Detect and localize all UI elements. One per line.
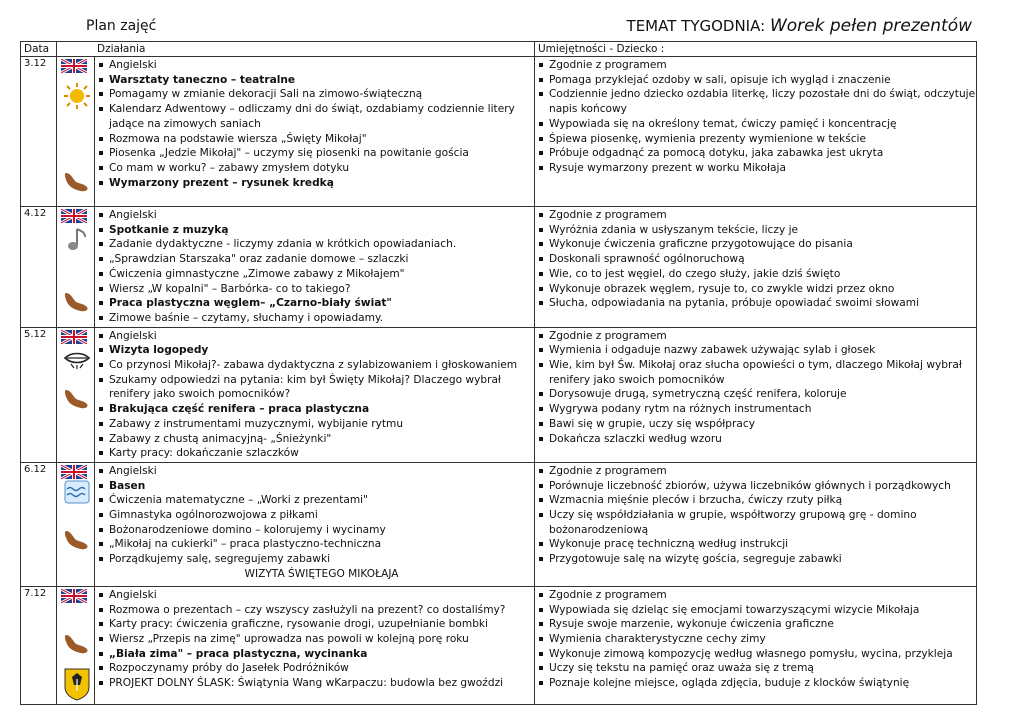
skill-item: Poznaje kolejne miejsce, ogląda zdjęcia, buduje z klocków świątynię — [549, 676, 976, 691]
table-header-row — [21, 42, 977, 57]
skill-item: Wykonuje pracę techniczną według instrukcji — [549, 537, 976, 552]
day-icons — [57, 207, 95, 328]
skill-item: Słucha, odpowiadania na pytania, próbuje opowiadać swoimi słowami — [549, 296, 976, 311]
skill-item: Dorysowuje drugą, symetryczną część renifera, koloruje — [549, 387, 976, 402]
hand-icon — [63, 167, 91, 193]
activity-item: Co mam w worku? – zabawy zmysłem dotyku — [109, 161, 534, 176]
coat-of-arms-icon — [63, 667, 91, 701]
activity-item: Ćwiczenia matematyczne – „Worki z prezentami" — [109, 493, 534, 508]
activities-cell — [95, 57, 535, 207]
hand-icon — [63, 384, 91, 410]
date-column-header: Data — [21, 42, 57, 57]
activity-item: „Sprawdzian Starszaka" oraz zadanie domowe – szlaczki — [109, 252, 534, 267]
activities-cell — [95, 327, 535, 462]
skill-item: Wypowiada się dzieląc się emocjami towarzyszącymi wizycie Mikołaja — [549, 603, 976, 618]
skills-cell — [535, 327, 977, 462]
day-row — [21, 327, 977, 462]
skills-cell — [535, 57, 977, 207]
skill-item: Dokańcza szlaczki według wzoru — [549, 432, 976, 447]
skill-item: Uczy się tekstu na pamięć oraz uważa się z tremą — [549, 661, 976, 676]
activity-item: Porządkujemy salę, segregujemy zabawki — [109, 552, 534, 567]
skill-item: Wyróżnia zdania w usłyszanym tekście, liczy je — [549, 223, 976, 238]
plan-title: Plan zajęć — [86, 18, 157, 34]
skills-column-header: Umiejętności - Dziecko : — [535, 42, 977, 57]
skills-cell — [535, 462, 977, 586]
day-icons — [57, 586, 95, 704]
skill-item: Zgodnie z programem — [549, 588, 976, 603]
uk-flag-icon — [61, 209, 87, 223]
activity-item: Karty pracy: dokańczanie szlaczków — [109, 446, 534, 461]
activity-item: Bożonarodzeniowe domino – kolorujemy i wycinamy — [109, 523, 534, 538]
activity-item: Angielski — [109, 588, 534, 603]
skill-item: Uczy się współdziałania w grupie, współtworzy grupową grę - domino bożonarodzeniową — [549, 508, 976, 537]
skill-item: Zgodnie z programem — [549, 208, 976, 223]
activities-cell — [95, 586, 535, 704]
activity-item: Rozmowa o prezentach – czy wszyscy zasłużyli na prezent? co dostaliśmy? — [109, 603, 534, 618]
activity-item: Angielski — [109, 208, 534, 223]
skill-item: Rysuje wymarzony prezent w worku Mikołaja — [549, 161, 976, 176]
skill-item: Doskonali sprawność ogólnoruchową — [549, 252, 976, 267]
skill-item: Przygotowuje salę na wizytę gościa, segreguje zabawki — [549, 552, 976, 567]
speech-lips-icon — [63, 346, 91, 372]
activity-item: Wymarzony prezent – rysunek kredką — [109, 176, 534, 191]
activity-item: Zabawy z chustą animacyjną- „Śnieżynki" — [109, 432, 534, 447]
skill-item: Wykonuje obrazek węglem, rysuje to, co zwykle widzi przez okno — [549, 282, 976, 297]
activity-item: Wiersz „W kopalni" – Barbórka- co to takiego? — [109, 282, 534, 297]
swimming-pool-icon — [63, 479, 91, 505]
hand-icon — [63, 525, 91, 551]
skills-cell — [535, 586, 977, 704]
skill-item: Pomaga przyklejać ozdoby w sali, opisuje ich wygląd i znaczenie — [549, 73, 976, 88]
activity-item: Angielski — [109, 329, 534, 344]
week-theme-title: Worek pełen prezentów — [769, 16, 972, 36]
day-date: 7.12 — [21, 586, 57, 704]
activity-item: Warsztaty taneczno – teatralne — [109, 73, 534, 88]
activity-item: Co przynosi Mikołaj?- zabawa dydaktyczna z sylabizowaniem i głoskowaniem — [109, 358, 534, 373]
skill-item: Wykonuje ćwiczenia graficzne przygotowujące do pisania — [549, 237, 976, 252]
skill-item: Próbuje odgadnąć za pomocą dotyku, jaka zabawka jest ukryta — [549, 146, 976, 161]
activity-item: Wizyta logopedy — [109, 343, 534, 358]
activity-item: Piosenka „Jedzie Mikołaj" – uczymy się piosenki na powitanie gościa — [109, 146, 534, 161]
skill-item: Śpiewa piosenkę, wymienia prezenty wymienione w tekście — [549, 132, 976, 147]
skill-item: Wygrywa podany rytm na różnych instrumentach — [549, 402, 976, 417]
day-icons — [57, 327, 95, 462]
skill-item: Wie, co to jest węgiel, do czego służy, jakie dziś święto — [549, 267, 976, 282]
skill-item: Zgodnie z programem — [549, 464, 976, 479]
activity-item: Basen — [109, 479, 534, 494]
activities-cell — [95, 207, 535, 328]
sun-icon — [63, 83, 91, 109]
activity-item: Rozpoczynamy próby do Jasełek Podróżników — [109, 661, 534, 676]
activity-item: Brakująca część renifera – praca plastyczna — [109, 402, 534, 417]
skill-item: Codziennie jedno dziecko ozdabia literkę, liczy pozostałe dni do świąt, odczytuje napis końcowy — [549, 88, 976, 116]
activity-item: Spotkanie z muzyką — [109, 223, 534, 238]
skill-item: Wymienia i odgaduje nazwy zabawek używając sylab i głosek — [549, 343, 976, 358]
skill-item: Porównuje liczebność zbiorów, używa liczebników głównych i porządkowych — [549, 479, 976, 494]
activity-item: Wiersz „Przepis na zimę" uprowadza nas powoli w kolejną porę roku — [109, 632, 534, 647]
activity-item: Szukamy odpowiedzi na pytania: kim był Święty Mikołaj? Dlaczego wybrał renifery jako swoich pomocników? — [109, 373, 534, 402]
skill-item: Wie, kim był Św. Mikołaj oraz słucha opowieści o tym, dlaczego Mikołaj wybrał renifery jako swoich pomocników — [549, 358, 976, 387]
skill-item: Zgodnie z programem — [549, 329, 976, 344]
day-row — [21, 57, 977, 207]
day-row — [21, 586, 977, 704]
activity-item: Karty pracy: ćwiczenia graficzne, rysowanie drogi, uzupełnianie bombki — [109, 617, 534, 632]
activities-cell — [95, 462, 535, 586]
activity-item: „Mikołaj na cukierki" – praca plastyczno-techniczna — [109, 537, 534, 552]
hand-icon — [63, 287, 91, 313]
uk-flag-icon — [61, 589, 87, 603]
skill-item: Zgodnie z programem — [549, 58, 976, 73]
hand-icon — [63, 629, 91, 655]
activity-item: Zimowe baśnie – czytamy, słuchamy i opowiadamy. — [109, 311, 534, 326]
day-date: 5.12 — [21, 327, 57, 462]
activity-item: Kalendarz Adwentowy – odliczamy dni do świąt, ozdabiamy codziennie litery jadące na zimowych saniach — [109, 102, 534, 131]
activity-item: Zabawy z instrumentami muzycznymi, wybijanie rytmu — [109, 417, 534, 432]
skill-item: Wzmacnia mięśnie pleców i brzucha, ćwiczy rzuty piłką — [549, 493, 976, 508]
uk-flag-icon — [61, 330, 87, 344]
day-icons — [57, 462, 95, 586]
skills-cell — [535, 207, 977, 328]
activity-item: Rozmowa na podstawie wiersza „Święty Mikołaj" — [109, 132, 534, 147]
day-row — [21, 207, 977, 328]
activity-item: PROJEKT DOLNY ŚLASK: Świątynia Wang wKarpaczu: budowla bez gwoździ — [109, 676, 534, 691]
skill-item: Rysuje swoje marzenie, wykonuje ćwiczenia graficzne — [549, 617, 976, 632]
skill-item: Wykonuje zimową kompozycję według własnego pomysłu, wycina, przykleja — [549, 647, 976, 662]
activity-item: Pomagamy w zmianie dekoracji Sali na zimowo-świąteczną — [109, 87, 534, 102]
activity-item: Angielski — [109, 464, 534, 479]
uk-flag-icon — [61, 59, 87, 73]
day-row — [21, 462, 977, 586]
skill-item: Wypowiada się na określony temat, ćwiczy pamięć i koncentrację — [549, 117, 976, 132]
activity-item: Ćwiczenia gimnastyczne „Zimowe zabawy z Mikołajem" — [109, 267, 534, 282]
week-theme-label: TEMAT TYGODNIA: — [626, 17, 766, 35]
activity-item: „Biała zima" – praca plastyczna, wycinanka — [109, 647, 534, 662]
activities-column-header: Działania — [57, 42, 535, 57]
weekly-plan-table — [20, 41, 977, 705]
activity-item: Zadanie dydaktyczne - liczymy zdania w krótkich opowiadaniach. — [109, 237, 534, 252]
day-date: 4.12 — [21, 207, 57, 328]
week-theme-header — [627, 16, 972, 36]
activity-item: Gimnastyka ogólnorozwojowa z piłkami — [109, 508, 534, 523]
activity-item: Praca plastyczna węglem– „Czarno-biały świat" — [109, 296, 534, 311]
activity-item: WIZYTA ŚWIĘTEGO MIKOŁAJA — [244, 567, 399, 580]
activity-item: Angielski — [109, 58, 534, 73]
skill-item: Wymienia charakterystyczne cechy zimy — [549, 632, 976, 647]
skill-item: Bawi się w grupie, uczy się współpracy — [549, 417, 976, 432]
day-date: 3.12 — [21, 57, 57, 207]
day-icons — [57, 57, 95, 207]
day-date: 6.12 — [21, 462, 57, 586]
uk-flag-icon — [61, 465, 87, 479]
music-note-icon — [63, 227, 91, 253]
